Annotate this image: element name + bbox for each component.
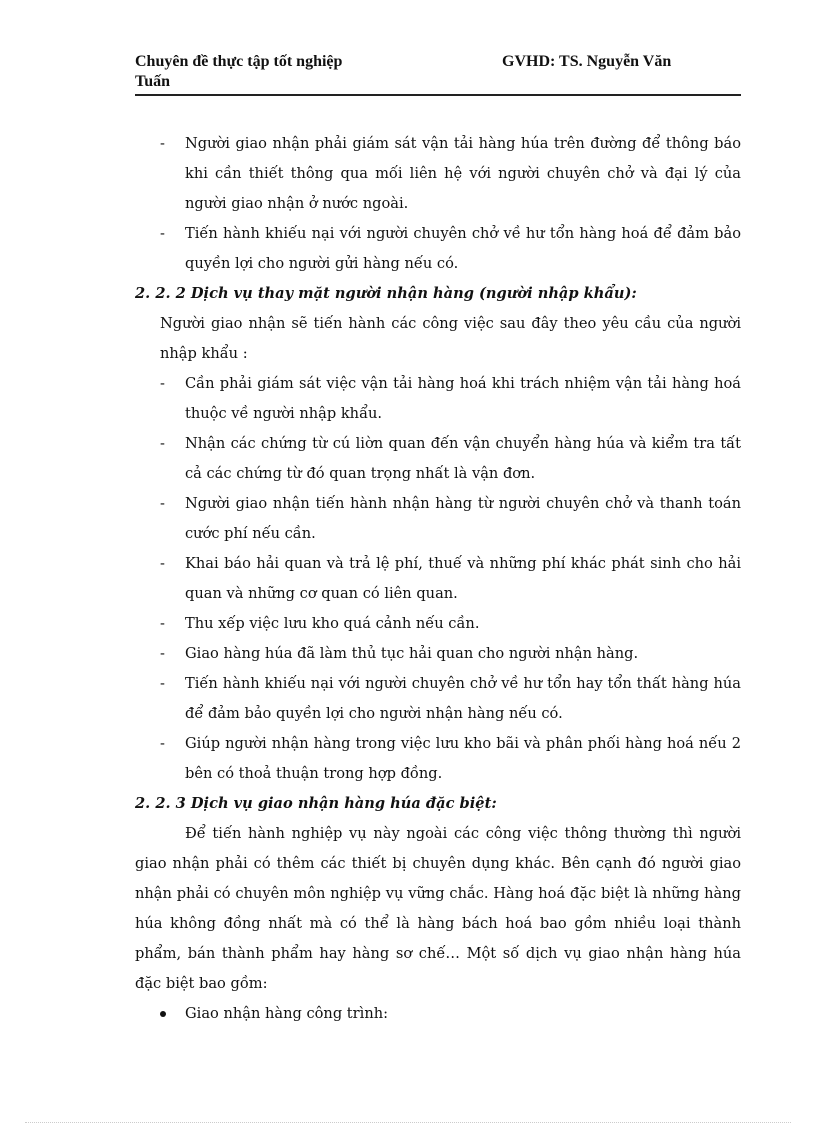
list-item <box>135 609 741 639</box>
dash-marker: - <box>160 615 165 632</box>
document-title: Chuyên đề thực tập tốt nghiệp <box>135 53 343 70</box>
section-paragraph: Để tiến hành nghiệp vụ này ngoài các công việc thông thường thì người giao nhận phải có thêm các thiết bị chuyên dụng khác. Bên cạnh đó người giao nhận phải có chuyên môn nghiệp vụ vững chắc. Hàng hoá đặc biệt là những hàng húa không đồng nhất mà có thể là hàng bách hoá bao gồm nhiều loại thành phẩm, bán thành phẩm hay hàng sơ chế… Một số dịch vụ giao nhận hàng húa đặc biệt bao gồm: <box>135 825 741 992</box>
list-item <box>135 669 741 729</box>
dash-marker: - <box>160 375 165 392</box>
list-item-text: Người giao nhận phải giám sát vận tải hàng húa trên đường để thông báo khi cần thiết thông qua mối liên hệ với người chuyên chở và đại lý của người giao nhận ở nước ngoài. <box>185 135 741 212</box>
list-item-text: Nhận các chứng từ cú liờn quan đến vận chuyển hàng húa và kiểm tra tất cả các chứng từ đó quan trọng nhất là vận đơn. <box>185 435 741 482</box>
dash-marker: - <box>160 555 165 572</box>
list-item-text: Khai báo hải quan và trả lệ phí, thuế và những phí khác phát sinh cho hải quan và những cơ quan có liên quan. <box>185 555 741 602</box>
page-header <box>135 50 741 96</box>
list-item <box>135 549 741 609</box>
list-item <box>135 219 741 279</box>
list-item <box>135 639 741 669</box>
dash-marker: - <box>160 645 165 662</box>
bullet-dot-icon <box>160 1011 166 1017</box>
list-item <box>135 429 741 489</box>
dash-marker: - <box>160 435 165 452</box>
list-item <box>135 999 741 1029</box>
list-item-text: Giao hàng húa đã làm thủ tục hải quan cho người nhận hàng. <box>185 645 639 662</box>
document-body <box>135 129 741 1029</box>
dash-marker: - <box>160 495 165 512</box>
list-item <box>135 129 741 219</box>
dash-marker: - <box>160 135 165 152</box>
section-heading-2-2-3: 2. 2. 3 Dịch vụ giao nhận hàng húa đặc biệt: <box>135 795 497 812</box>
list-item-text: Giúp người nhận hàng trong việc lưu kho bãi và phân phối hàng hoá nếu 2 bên có thoả thuận trong hợp đồng. <box>185 735 741 782</box>
section-intro: Người giao nhận sẽ tiến hành các công việc sau đây theo yêu cầu của người nhập khẩu : <box>160 315 741 362</box>
list-item <box>135 369 741 429</box>
list-item-text: Người giao nhận tiến hành nhận hàng từ người chuyên chở và thanh toán cước phí nếu cần. <box>185 495 741 542</box>
list-item-text: Cần phải giám sát việc vận tải hàng hoá khi trách nhiệm vận tải hàng hoá thuộc về người nhập khẩu. <box>185 375 741 422</box>
section-heading-2-2-2: 2. 2. 2 Dịch vụ thay mặt người nhận hàng (người nhập khẩu): <box>135 285 637 302</box>
list-item-text: Giao nhận hàng công trình: <box>185 1005 389 1022</box>
dash-marker: - <box>160 735 165 752</box>
advisor-label-continuation: Tuấn <box>135 73 170 90</box>
list-item <box>135 489 741 549</box>
list-item-text: Thu xếp việc lưu kho quá cảnh nếu cần. <box>185 615 480 632</box>
list-item <box>135 729 741 789</box>
list-item-text: Tiến hành khiếu nại với người chuyên chở về hư tổn hàng hoá để đảm bảo quyền lợi cho người gửi hàng nếu có. <box>185 225 741 272</box>
dash-marker: - <box>160 675 165 692</box>
list-item-text: Tiến hành khiếu nại với người chuyên chở về hư tổn hay tổn thất hàng húa để đảm bảo quyền lợi cho người nhận hàng nếu có. <box>185 675 741 722</box>
dash-marker: - <box>160 225 165 242</box>
advisor-label: GVHD: TS. Nguyễn Văn <box>502 53 672 70</box>
